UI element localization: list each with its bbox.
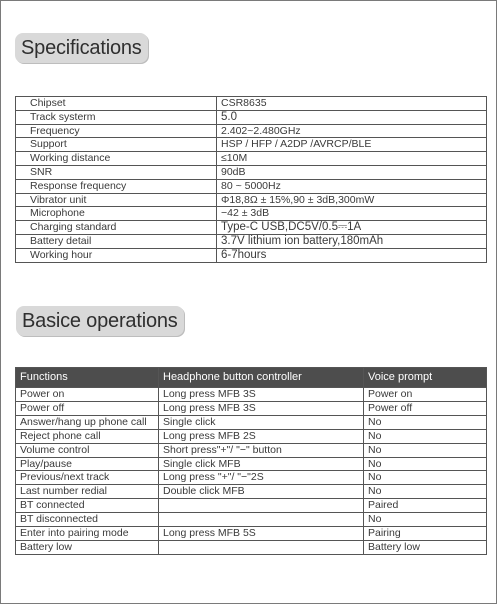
function-cell: Volume control (16, 443, 159, 457)
function-cell: Play/pause (16, 457, 159, 471)
voice-prompt-cell: Power on (364, 388, 487, 402)
function-cell: Battery low (16, 540, 159, 554)
controller-cell (159, 513, 364, 527)
controller-cell: Long press MFB 2S (159, 429, 364, 443)
spec-label: Working hour (16, 248, 217, 262)
table-header-row (16, 368, 487, 388)
spec-label: Charging standard (16, 221, 217, 235)
spec-row (16, 110, 487, 124)
spec-label: Support (16, 138, 217, 152)
spec-row (16, 179, 487, 193)
voice-prompt-cell: No (364, 415, 487, 429)
spec-value: Type-C USB,DC5V/0.5⎓1A (217, 221, 487, 235)
table-row (16, 513, 487, 527)
voice-prompt-cell: No (364, 443, 487, 457)
table-row (16, 429, 487, 443)
spec-label: Working distance (16, 152, 217, 166)
spec-row (16, 165, 487, 179)
spec-label: Vibrator unit (16, 193, 217, 207)
controller-cell: Single click MFB (159, 457, 364, 471)
table-row (16, 471, 487, 485)
spec-value: 80 ~ 5000Hz (217, 179, 487, 193)
spec-label: Chipset (16, 97, 217, 111)
table-row (16, 443, 487, 457)
function-cell: Previous/next track (16, 471, 159, 485)
controller-cell: Double click MFB (159, 485, 364, 499)
controller-cell: Long press "+"/ "−"2S (159, 471, 364, 485)
spec-label: Microphone (16, 207, 217, 221)
table-row (16, 401, 487, 415)
function-cell: Reject phone call (16, 429, 159, 443)
spec-label: Response frequency (16, 179, 217, 193)
table-row (16, 485, 487, 499)
column-header-functions: Functions (16, 368, 159, 388)
function-cell: BT connected (16, 499, 159, 513)
function-cell: Enter into pairing mode (16, 527, 159, 541)
function-cell: Last number redial (16, 485, 159, 499)
controller-cell: Long press MFB 5S (159, 527, 364, 541)
voice-prompt-cell: Battery low (364, 540, 487, 554)
voice-prompt-cell: No (364, 485, 487, 499)
spec-value: CSR8635 (217, 97, 487, 111)
voice-prompt-cell: Paired (364, 499, 487, 513)
table-row (16, 457, 487, 471)
controller-cell (159, 540, 364, 554)
spec-row (16, 152, 487, 166)
controller-cell: Long press MFB 3S (159, 401, 364, 415)
voice-prompt-cell: No (364, 513, 487, 527)
voice-prompt-cell: Power off (364, 401, 487, 415)
function-cell: Answer/hang up phone call (16, 415, 159, 429)
spec-value: 6-7hours (217, 248, 487, 262)
spec-value: Φ18,8Ω ± 15%,90 ± 3dB,300mW (217, 193, 487, 207)
function-cell: Power off (16, 401, 159, 415)
table-row (16, 388, 487, 402)
spec-row (16, 248, 487, 262)
table-row (16, 540, 487, 554)
spec-row (16, 97, 487, 111)
controller-cell: Single click (159, 415, 364, 429)
spec-value: 3.7V lithium ion battery,180mAh (217, 234, 487, 248)
voice-prompt-cell: No (364, 471, 487, 485)
spec-row (16, 138, 487, 152)
spec-label: Frequency (16, 124, 217, 138)
function-cell: BT disconnected (16, 513, 159, 527)
spec-label: SNR (16, 165, 217, 179)
table-row (16, 499, 487, 513)
spec-row (16, 234, 487, 248)
spec-value: HSP / HFP / A2DP /AVRCP/BLE (217, 138, 487, 152)
table-row (16, 415, 487, 429)
spec-value: 90dB (217, 165, 487, 179)
spec-value: 5.0 (217, 110, 487, 124)
spec-row (16, 124, 487, 138)
column-header-voice-prompt: Voice prompt (364, 368, 487, 388)
column-header-controller: Headphone button controller (159, 368, 364, 388)
spec-value: 2.402~2.480GHz (217, 124, 487, 138)
table-row (16, 527, 487, 541)
specifications-table (15, 96, 487, 263)
controller-cell: Short press"+"/ "−" button (159, 443, 364, 457)
spec-label: Battery detail (16, 234, 217, 248)
basic-operations-heading: Basice operations (16, 306, 184, 336)
spec-row (16, 193, 487, 207)
spec-label: Track systerm (16, 110, 217, 124)
voice-prompt-cell: No (364, 429, 487, 443)
specifications-heading: Specifications (15, 33, 148, 63)
operations-table (15, 367, 487, 555)
spec-value: −42 ± 3dB (217, 207, 487, 221)
controller-cell: Long press MFB 3S (159, 388, 364, 402)
spec-row (16, 221, 487, 235)
controller-cell (159, 499, 364, 513)
voice-prompt-cell: No (364, 457, 487, 471)
voice-prompt-cell: Pairing (364, 527, 487, 541)
function-cell: Power on (16, 388, 159, 402)
spec-row (16, 207, 487, 221)
spec-value: ≤10M (217, 152, 487, 166)
